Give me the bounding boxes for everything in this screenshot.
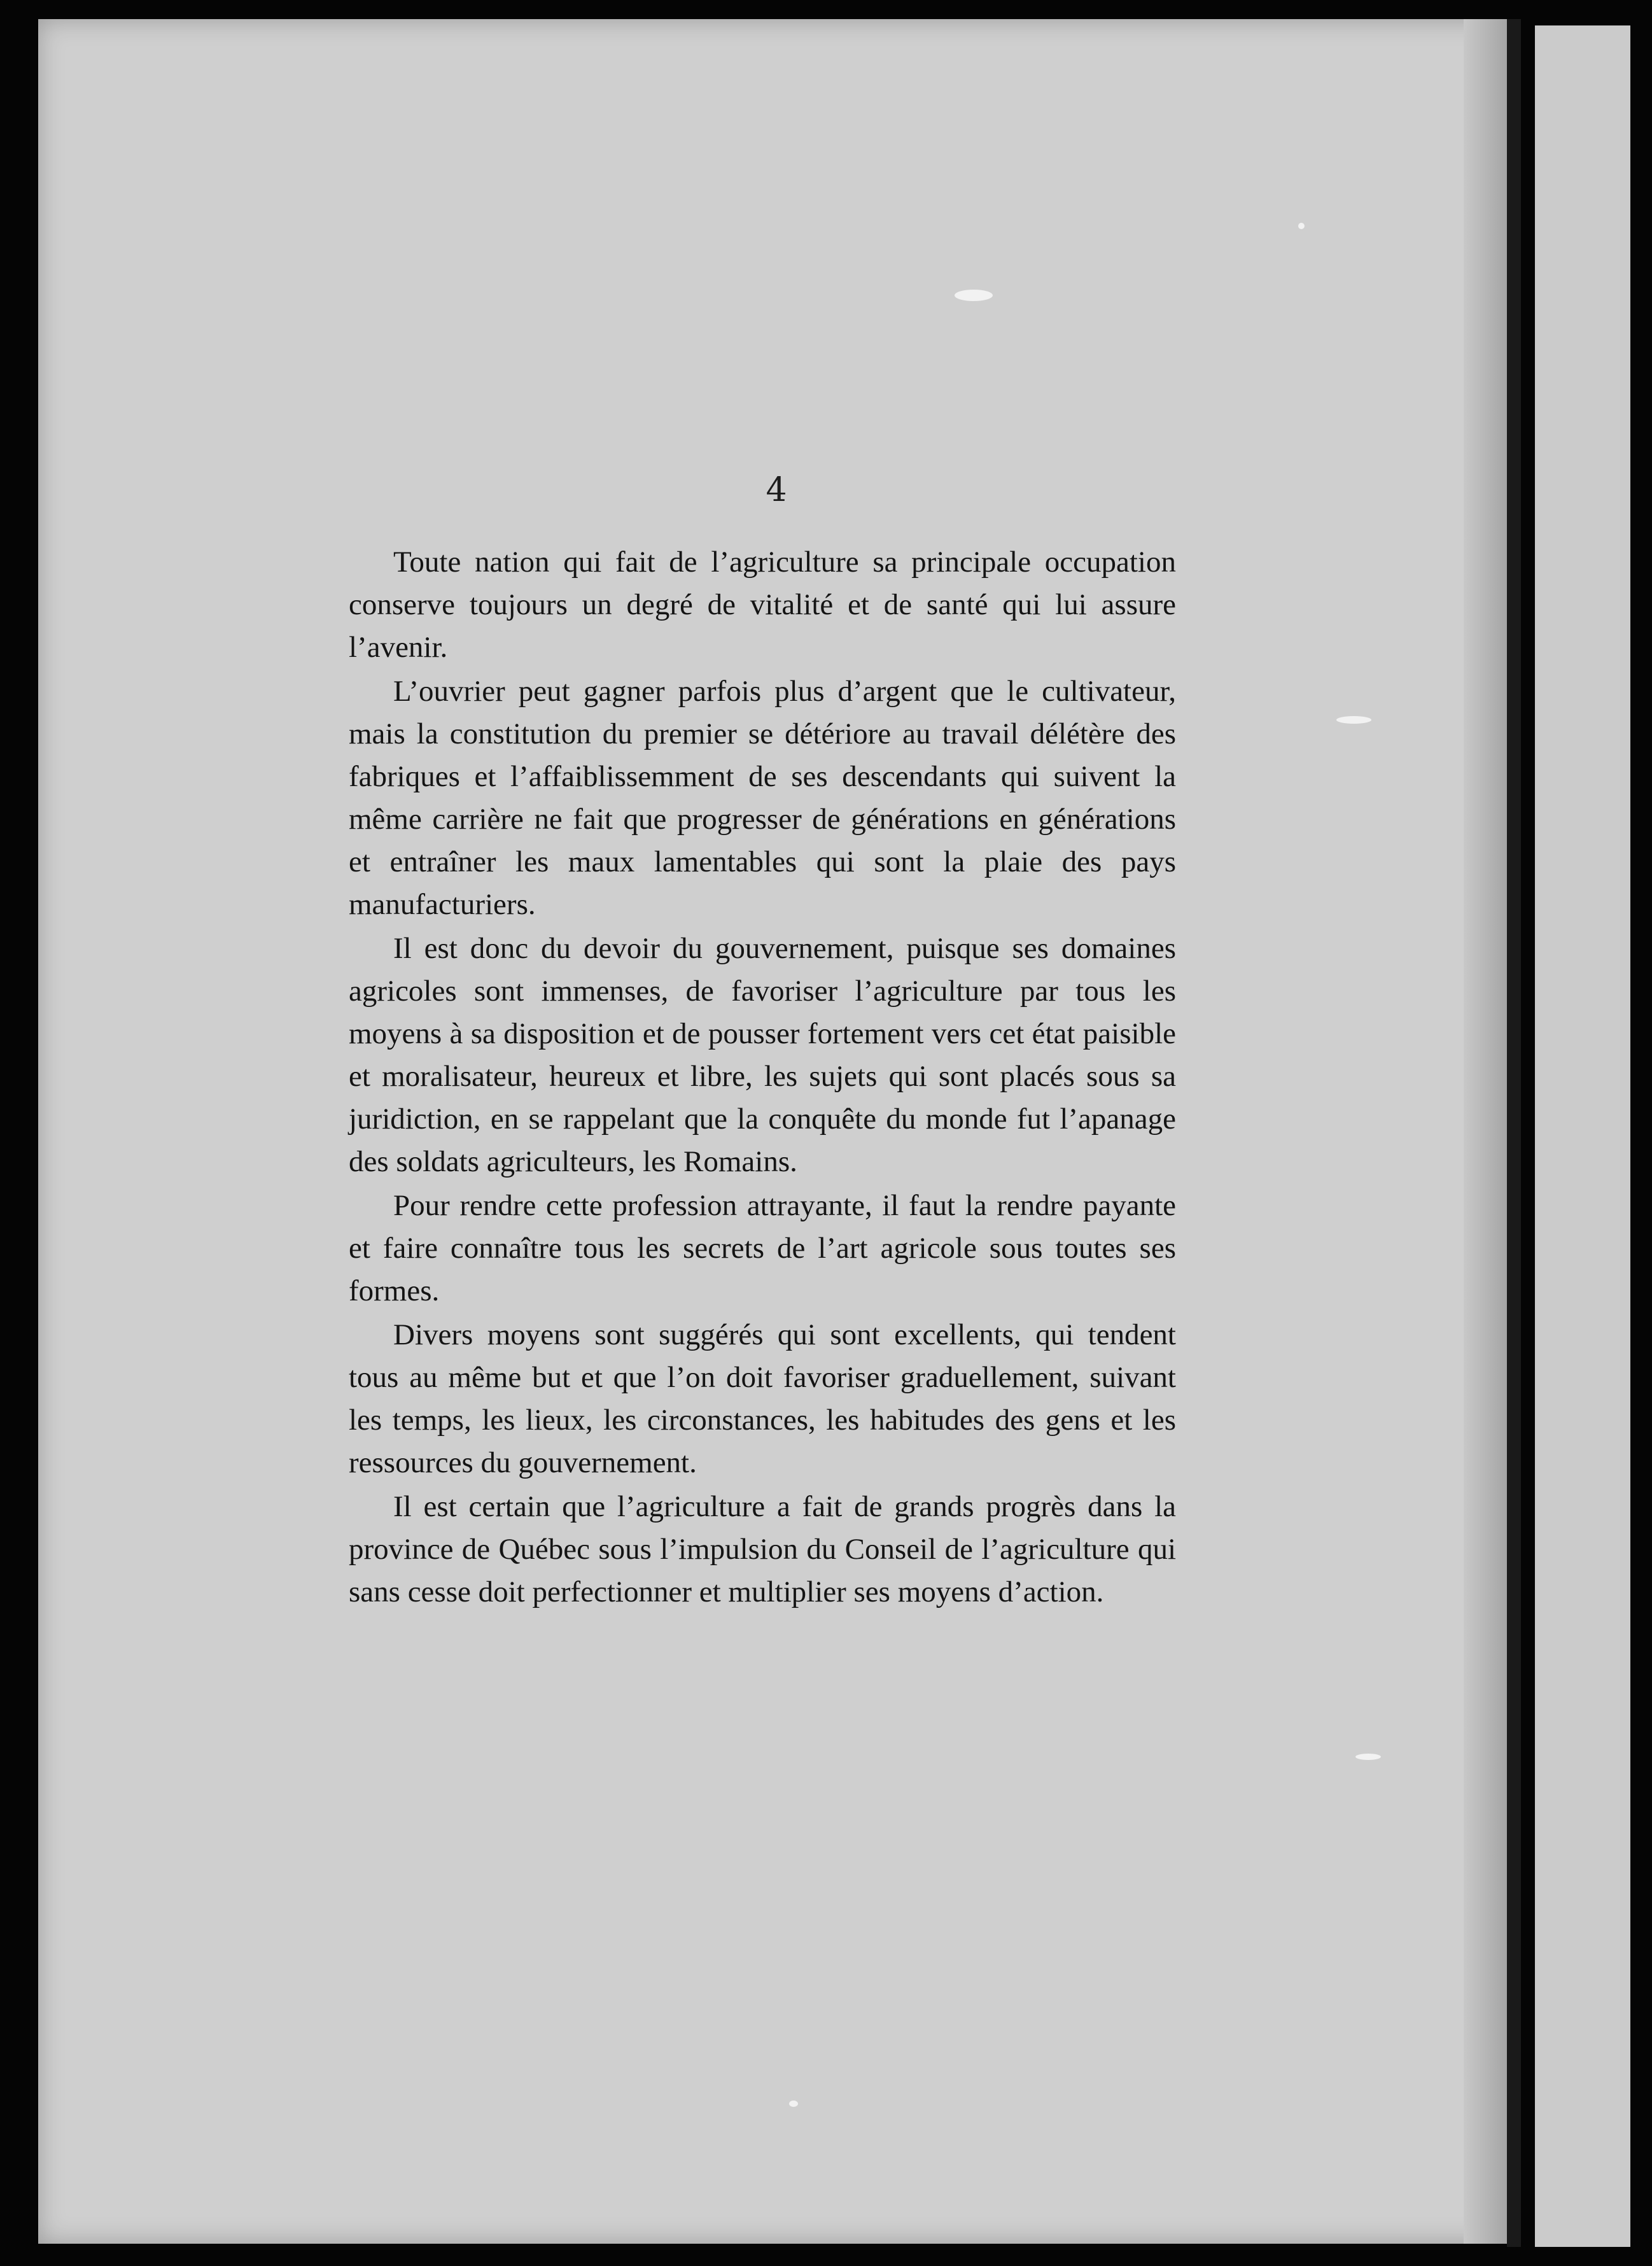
page-number: 4 bbox=[766, 471, 787, 509]
dust-speck bbox=[1336, 716, 1371, 724]
paragraph: Divers moyens sont suggérés qui sont excellents, qui tendent tous au même but et que l’on doit favoriser graduellement, suivant les temps, les lieux, les circonstances, les habitudes des gens et les ressources du gouvernement. bbox=[349, 1318, 1176, 1479]
paragraph: Pour rendre cette profession attrayante, il faut la rendre payante et faire connaître tous les secrets de l’art agricole sous toutes ses formes. bbox=[349, 1189, 1176, 1307]
dust-speck bbox=[1298, 223, 1305, 229]
dust-speck bbox=[1355, 1754, 1381, 1760]
paragraph: Il est donc du devoir du gouvernement, puisque ses domaines agricoles sont immenses, de favoriser l’agriculture par tous les moyens à sa disposition et de pousser fortement vers cet état paisible et moralisateur, heureux et libre, les sujets qui sont placés sous sa juridiction, en se rappelant que la conquête du monde fut l’apanage des soldats agriculteurs, les Romains. bbox=[349, 932, 1176, 1178]
body-text bbox=[349, 541, 1176, 1615]
paragraph: Toute nation qui fait de l’agriculture sa principale occupation conserve toujours un degré de vitalité et de santé qui lui assure l’avenir. bbox=[349, 545, 1176, 664]
paragraph: L’ouvrier peut gagner parfois plus d’argent que le cultivateur, mais la constitution du premier se détériore au travail délétère des fabriques et l’affaiblissemment de ses descendants qui suivent la même carrière ne fait que progresser de générations en générations et entraîner les maux lamentables qui sont la plaie des pays manufacturiers. bbox=[349, 675, 1176, 921]
facing-page-edge bbox=[1535, 25, 1630, 2247]
dust-speck bbox=[789, 2101, 798, 2107]
binding-line bbox=[1507, 19, 1521, 2247]
paragraph: Il est certain que l’agriculture a fait de grands progrès dans la province de Québec sous l’impulsion du Conseil de l’agriculture qui sans cesse doit perfectionner et multiplier ses moyens d’action. bbox=[349, 1490, 1176, 1608]
dust-speck bbox=[955, 290, 993, 301]
